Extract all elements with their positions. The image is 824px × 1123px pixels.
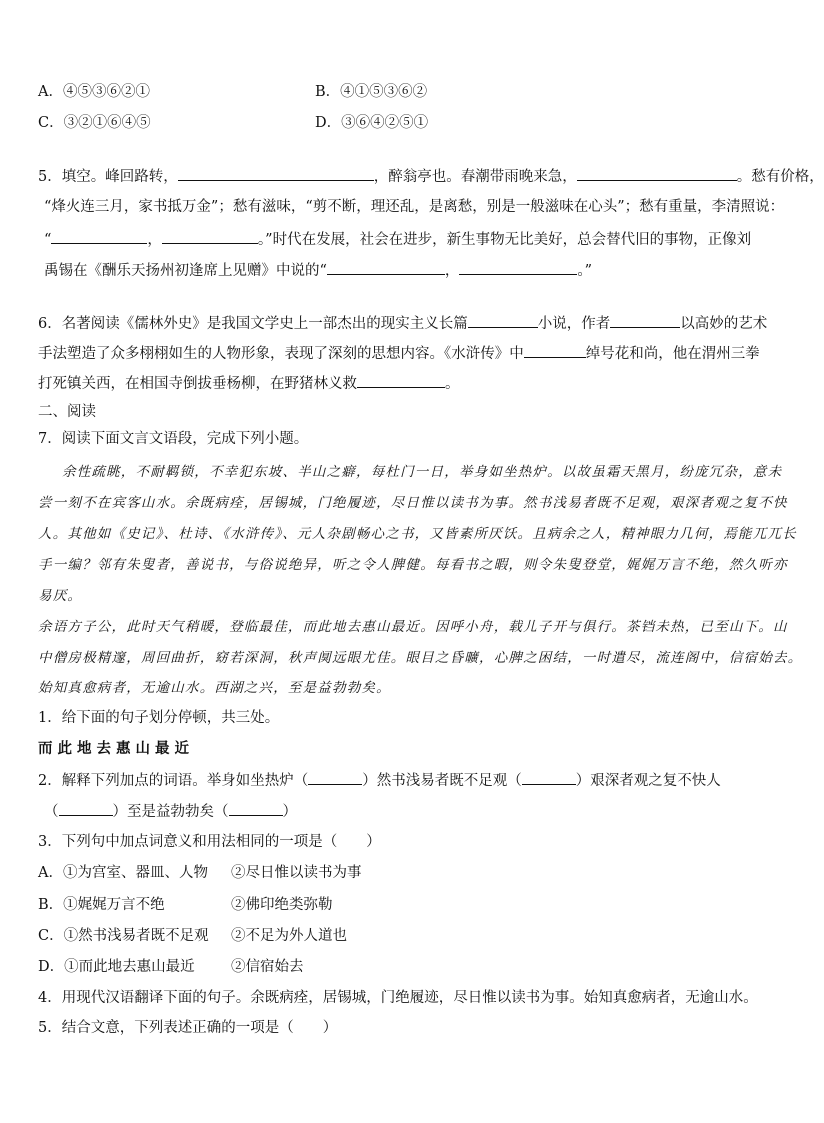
passage-line: 手一编？邻有朱叟者，善说书，与俗说绝异，听之令人脾健。每看书之暇，则令朱叟登堂，娓娓万言不绝，然久听亦 [38, 557, 788, 573]
q5-text: 。”时代在发展，社会在进步，新生事物无比美好，总会替代旧的事物，正像刘 [257, 232, 752, 248]
choice-b-1: B．①娓娓万言不绝 [38, 897, 165, 913]
answer-blank[interactable] [468, 313, 538, 328]
sub-question-2-line1 [38, 770, 721, 791]
option-a: A．④⑤③⑥②① [38, 84, 150, 100]
answer-blank[interactable] [577, 166, 737, 181]
choice-d-2: ②信宿始去 [231, 959, 304, 975]
q-text: ）至是益勃勃矣（ [112, 804, 229, 820]
choice-b-2: ②佛印绝类弥勒 [231, 897, 333, 913]
sub-question-2-line2 [44, 801, 297, 822]
answer-blank[interactable] [524, 343, 586, 358]
q5-line4 [44, 260, 592, 281]
answer-blank[interactable] [59, 801, 113, 816]
q6-text: 。 [445, 376, 460, 392]
q5-line2: “烽火连三月，家书抵万金”；愁有滋味，“剪不断，理还乱，是离愁，别是一般滋味在心头”；愁有重量，李清照说： [44, 199, 785, 215]
q5-text: 。” [577, 263, 593, 279]
q5-text: “ [44, 232, 52, 248]
choice-a-1: A．①为宫室、器皿、人物 [38, 865, 208, 881]
choice-c-2: ②不足为外人道也 [231, 928, 347, 944]
sub-question-3: 3．下列句中加点词意义和用法相同的一项是（ ） [38, 834, 381, 850]
answer-blank[interactable] [51, 229, 147, 244]
choice-d-1: D．①而此地去惠山最近 [38, 959, 195, 975]
answer-blank[interactable] [610, 313, 680, 328]
passage-line: 中僧房极精邃，周回曲折，窈若深洞，秋声阒远眼尤佳。眼目之昏曠，心脾之困结，一时遣尽，流连阁中，信宿始去。 [38, 650, 803, 666]
q5-text: ，醉翁亭也。春潮带雨晚来急， [373, 169, 577, 185]
sub-question-1: 1．给下面的句子划分停顿，共三处。 [38, 710, 280, 726]
sub-question-5: 5．结合文意，下列表述正确的一项是（ ） [38, 1020, 338, 1036]
sub-question-4: 4．用现代汉语翻译下面的句子。余既病痊，居锡城，门绝履迹，尽日惟以读书为事。始知真愈病者，无逾山水。 [38, 990, 758, 1006]
answer-blank[interactable] [357, 373, 445, 388]
passage-line: 余性疏眺，不耐羁锁，不幸犯东坡、半山之癖，每杜门一日，举身如坐热炉。以故虽霜天黑月，纷庞冗杂，意未 [62, 464, 783, 480]
choice-a-2: ②尽日惟以读书为事 [231, 865, 362, 881]
answer-blank[interactable] [459, 260, 577, 275]
q5-text: 。愁有价格， [736, 169, 824, 185]
passage-line: 尝一刻不在宾客山水。余既病痊，居锡城，门绝履迹，尽日惟以读书为事。然书浅易者既不足观，艰深者观之复不快 [38, 495, 788, 511]
answer-blank[interactable] [308, 770, 362, 785]
option-c: C．③②①⑥④⑤ [38, 115, 151, 131]
q-text: ） [282, 804, 297, 820]
answer-blank[interactable] [327, 260, 445, 275]
passage-line: 人。其他如《史记》、杜诗、《水浒传》、元人杂剧畅心之书，又皆素所厌饫。且病余之人，精神眼力几何，焉能兀兀长 [38, 526, 797, 542]
q6-line2 [38, 343, 760, 364]
passage-line: 余语方子公，此时天气稍暖，登临最佳，而此地去惠山最近。因呼小舟，载儿子开与俱行。茶铛未热，已至山下。山 [38, 619, 788, 635]
q5-text: ， [147, 232, 162, 248]
pause-sentence: 而此地去惠山最近 [38, 740, 194, 757]
q6-line3 [38, 373, 460, 394]
section-heading: 二、阅读 [38, 404, 96, 420]
passage-line: 始知真愈病者，无逾山水。西湖之兴，至是益勃勃矣。 [38, 680, 391, 696]
q7-intro: 7．阅读下面文言文语段，完成下列小题。 [38, 431, 309, 447]
q5-line3 [44, 229, 751, 250]
q6-line1 [38, 313, 767, 334]
answer-blank[interactable] [522, 770, 576, 785]
passage-line: 易厌。 [38, 588, 83, 604]
answer-blank[interactable] [229, 801, 283, 816]
q6-text: 以高妙的艺术 [680, 316, 768, 332]
q-text: ）艰深者观之复不快人 [575, 773, 721, 789]
choice-c-1: C．①然书浅易者既不足观 [38, 928, 209, 944]
q-text: 2．解释下列加点的词语。举身如坐热炉（ [38, 773, 309, 789]
q6-text: 小说，作者 [537, 316, 611, 332]
q5-text: ， [444, 263, 460, 279]
option-b: B．④①⑤③⑥② [315, 84, 428, 100]
q6-text: 6．名著阅读《儒林外史》是我国文学史上一部杰出的现实主义长篇 [38, 316, 468, 332]
q6-text: 手法塑造了众多栩栩如生的人物形象，表现了深刻的思想内容。《水浒传》中 [38, 346, 524, 362]
option-d: D．③⑥④②⑤① [315, 115, 429, 131]
q-text: （ [44, 804, 59, 820]
q5-text: 5．填空。峰回路转， [38, 169, 178, 185]
answer-blank[interactable] [162, 229, 258, 244]
q6-text: 绰号花和尚，他在渭州三拳 [585, 346, 760, 362]
q-text: ）然书浅易者既不足观（ [362, 773, 522, 789]
answer-blank[interactable] [178, 166, 374, 181]
q5-line1 [38, 166, 824, 187]
q5-text: 禹锡在《酬乐天扬州初逢席上见赠》中说的“ [44, 263, 327, 279]
q6-text: 打死镇关西，在相国寺倒拔垂杨柳，在野猪林义救 [38, 376, 357, 392]
